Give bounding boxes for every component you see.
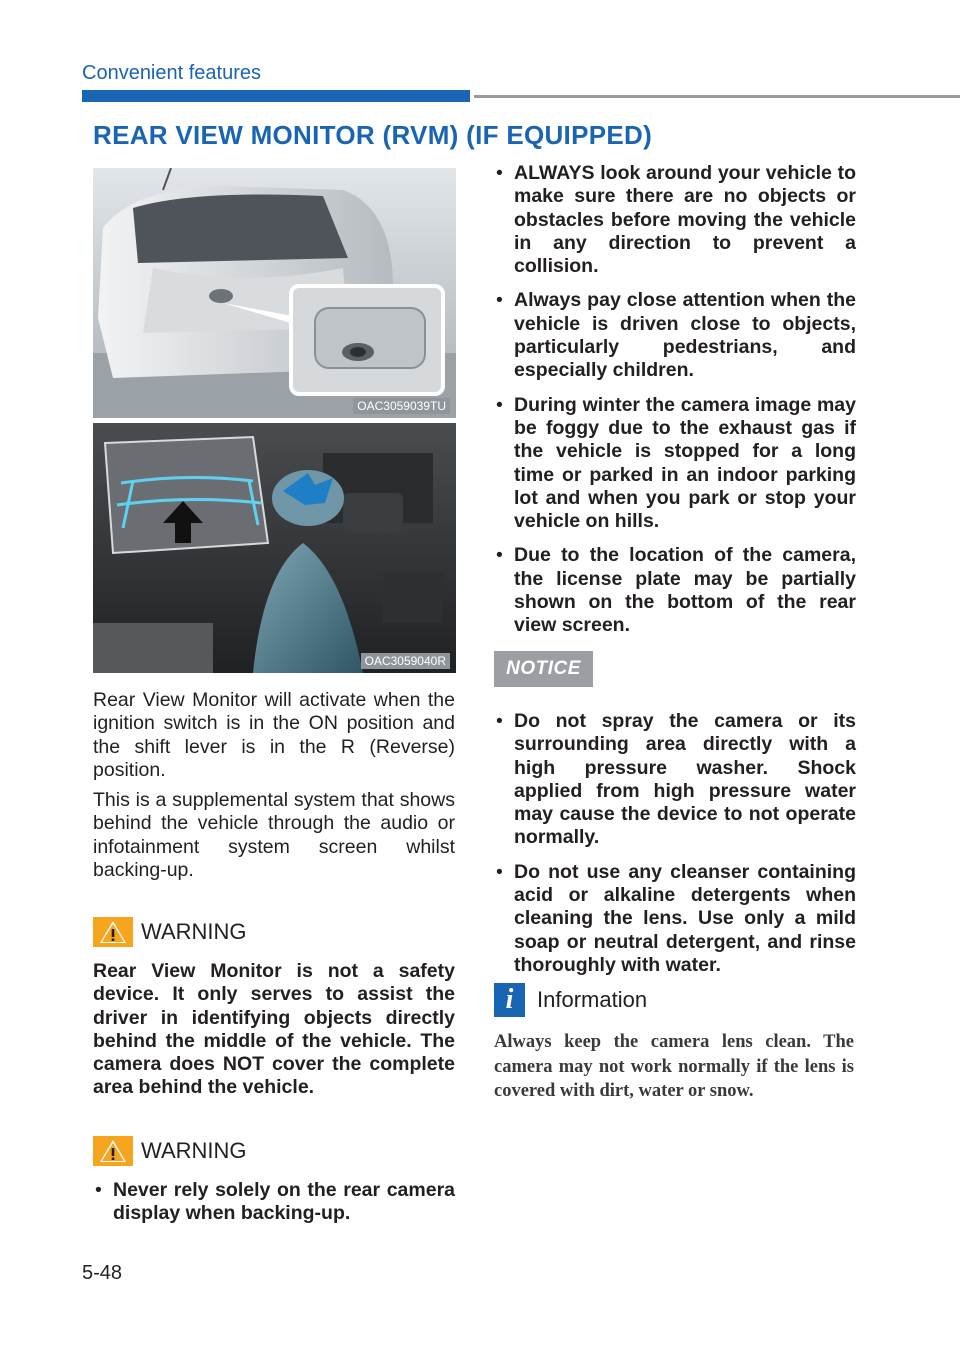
warning-header-2 [93,1136,247,1166]
page-title: REAR VIEW MONITOR (RVM) (IF EQUIPPED) [93,120,653,150]
section-label: Convenient features [82,62,262,84]
warning-text-1: Rear View Monitor is not a safety device. It only serves to assist the driver in identifying objects directly behind the middle of the vehicle. The camera does NOT cover the complete area behind the vehicle. [93,960,455,1099]
warning-header-1 [93,917,247,947]
information-text: Always keep the camera lens clean. The camera may not work normally if the lens is covered with dirt, water or snow. [494,1032,854,1102]
list-item: • ALWAYS look around your vehicle to make sure there are no objects or obstacles before moving the vehicle in any direction to prevent a collision. [494,162,856,278]
list-item: • During winter the camera image may be foggy due to the exhaust gas if the vehicle is stopped for a long time or parked in an indoor parking lot and when you park or stop your vehicle on hills. [494,394,856,534]
image-code: OAC3059039TU [353,398,450,414]
image-code: OAC3059040R [361,653,450,669]
warning-label: WARNING [141,1138,247,1163]
warning-list-left [93,1179,455,1237]
header-bar-gray [474,95,960,98]
warning-label: WARNING [141,919,247,944]
header-bar-blue [82,90,470,102]
notice-list [494,710,856,988]
warning-icon [93,917,133,947]
list-item: • Never rely solely on the rear camera display when backing-up. [93,1179,455,1226]
info-icon: i [494,983,525,1017]
notice-badge: NOTICE [494,651,593,687]
list-item: • Do not spray the camera or its surrounding area directly with a high pressure washer. Shock applied from high pressure water may cause the device to not operate normally. [494,710,856,850]
shift-lever-photo [93,423,456,673]
warning-icon [93,1136,133,1166]
intro-paragraph-2: This is a supplemental system that shows behind the vehicle through the audio or infotainment system screen whilst backing-up. [93,789,455,881]
list-item: • Always pay close attention when the vehicle is driven close to objects, particularly pedestrians, and especially children. [494,289,856,382]
warning-list-right [494,162,856,649]
list-item: • Due to the location of the camera, the license plate may be partially shown on the bottom of the rear view screen. [494,544,856,637]
rear-camera-photo [93,168,456,418]
intro-paragraph-1: Rear View Monitor will activate when the ignition switch is in the ON position and the shift lever is in the R (Reverse) position. [93,689,455,781]
page-number: 5-48 [82,1262,123,1284]
information-header [494,983,647,1017]
information-label: Information [537,987,648,1012]
list-item: • Do not use any cleanser containing acid or alkaline detergents when cleaning the lens. Use only a mild soap or neutral detergent, and rinse thoroughly with water. [494,861,856,977]
